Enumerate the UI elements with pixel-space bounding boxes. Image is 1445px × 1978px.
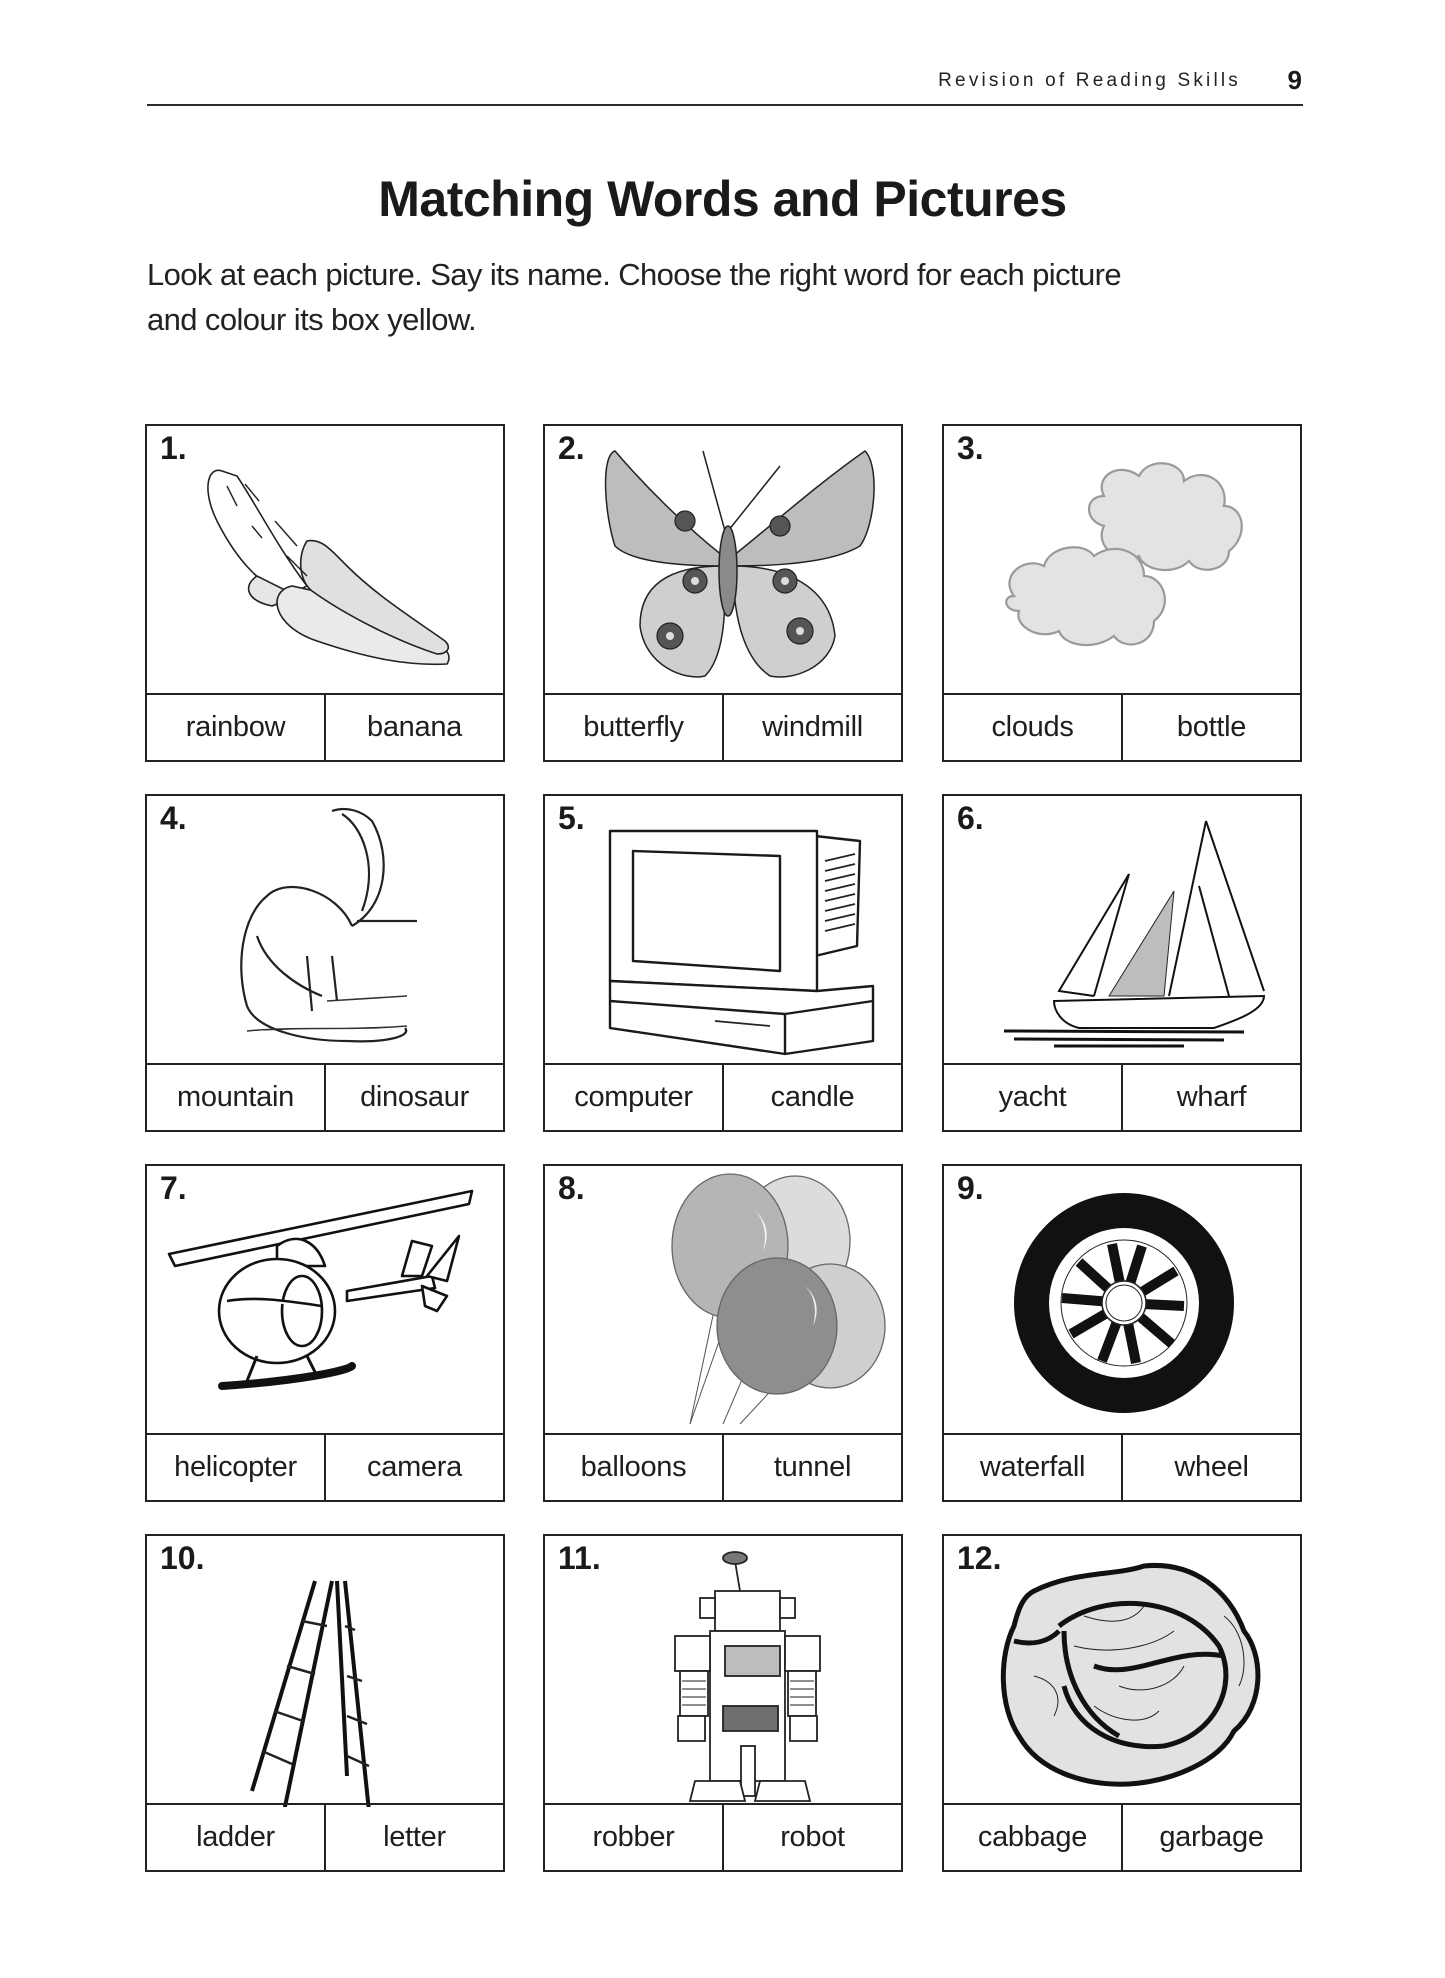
card-number: 4. — [160, 800, 187, 836]
word-choices — [545, 1063, 901, 1130]
word-choices — [545, 693, 901, 760]
banana-icon — [147, 426, 503, 697]
card-number: 9. — [957, 1170, 984, 1206]
instructions — [147, 252, 1307, 342]
card-number: 12. — [957, 1540, 1002, 1576]
word-option[interactable]: computer — [574, 1081, 693, 1113]
section-title: Revision of Reading Skills — [938, 70, 1241, 91]
word-option[interactable]: mountain — [177, 1081, 294, 1113]
card-number: 3. — [957, 430, 984, 466]
butterfly-icon — [545, 426, 901, 697]
card-1 — [145, 424, 505, 762]
word-choices — [147, 1433, 503, 1500]
page-title: Matching Words and Pictures — [378, 171, 1067, 227]
word-option[interactable]: wharf — [1121, 1065, 1300, 1130]
helicopter-icon — [147, 1166, 503, 1437]
card-number: 5. — [558, 800, 585, 836]
dinosaur-icon — [147, 796, 503, 1067]
page-number: 9 — [1287, 65, 1302, 95]
word-option[interactable]: clouds — [991, 711, 1074, 743]
word-choices — [147, 693, 503, 760]
computer-icon — [545, 796, 901, 1067]
word-choices — [147, 1063, 503, 1130]
wheel-icon — [944, 1166, 1300, 1437]
word-option[interactable]: banana — [324, 695, 503, 760]
instructions-line-2: and colour its box yellow. — [147, 302, 477, 337]
word-option[interactable]: camera — [324, 1435, 503, 1500]
word-option[interactable]: cabbage — [977, 1821, 1088, 1853]
word-option[interactable]: balloons — [580, 1451, 687, 1483]
word-option[interactable]: butterfly — [583, 711, 684, 743]
card-4 — [145, 794, 505, 1132]
word-option[interactable]: robber — [592, 1821, 675, 1853]
word-option[interactable]: robot — [722, 1805, 901, 1870]
word-option[interactable]: helicopter — [174, 1451, 297, 1483]
word-option[interactable]: garbage — [1121, 1805, 1300, 1870]
word-choices — [545, 1803, 901, 1870]
word-option[interactable]: letter — [324, 1805, 503, 1870]
balloons-icon — [545, 1166, 901, 1437]
card-number: 2. — [558, 430, 585, 466]
clouds-icon — [944, 426, 1300, 697]
card-11 — [543, 1534, 903, 1872]
card-2 — [543, 424, 903, 762]
word-option[interactable]: windmill — [722, 695, 901, 760]
word-option[interactable]: waterfall — [979, 1451, 1086, 1483]
card-8 — [543, 1164, 903, 1502]
card-number: 11. — [558, 1540, 601, 1576]
word-choices — [944, 1433, 1300, 1500]
word-option[interactable]: tunnel — [722, 1435, 901, 1500]
card-number: 8. — [558, 1170, 585, 1206]
card-9 — [942, 1164, 1302, 1502]
card-7 — [145, 1164, 505, 1502]
word-option[interactable]: rainbow — [185, 711, 286, 743]
word-choices — [944, 1063, 1300, 1130]
card-5 — [543, 794, 903, 1132]
card-6 — [942, 794, 1302, 1132]
word-option[interactable]: ladder — [196, 1821, 275, 1853]
card-number: 10. — [160, 1540, 205, 1576]
card-number: 6. — [957, 800, 984, 836]
running-head — [147, 64, 1303, 106]
card-number: 1. — [160, 430, 187, 466]
word-choices — [944, 1803, 1300, 1870]
instructions-line-1: Look at each picture. Say its name. Choose the right word for each picture — [147, 257, 1121, 292]
card-12 — [942, 1534, 1302, 1872]
card-3 — [942, 424, 1302, 762]
word-option[interactable]: candle — [722, 1065, 901, 1130]
word-option[interactable]: wheel — [1121, 1435, 1300, 1500]
word-choices — [545, 1433, 901, 1500]
word-option[interactable]: bottle — [1121, 695, 1300, 760]
word-option[interactable]: dinosaur — [324, 1065, 503, 1130]
card-10 — [145, 1534, 505, 1872]
word-option[interactable]: yacht — [998, 1081, 1067, 1113]
word-choices — [147, 1803, 503, 1870]
card-number: 7. — [160, 1170, 187, 1206]
yacht-icon — [944, 796, 1300, 1067]
word-choices — [944, 693, 1300, 760]
